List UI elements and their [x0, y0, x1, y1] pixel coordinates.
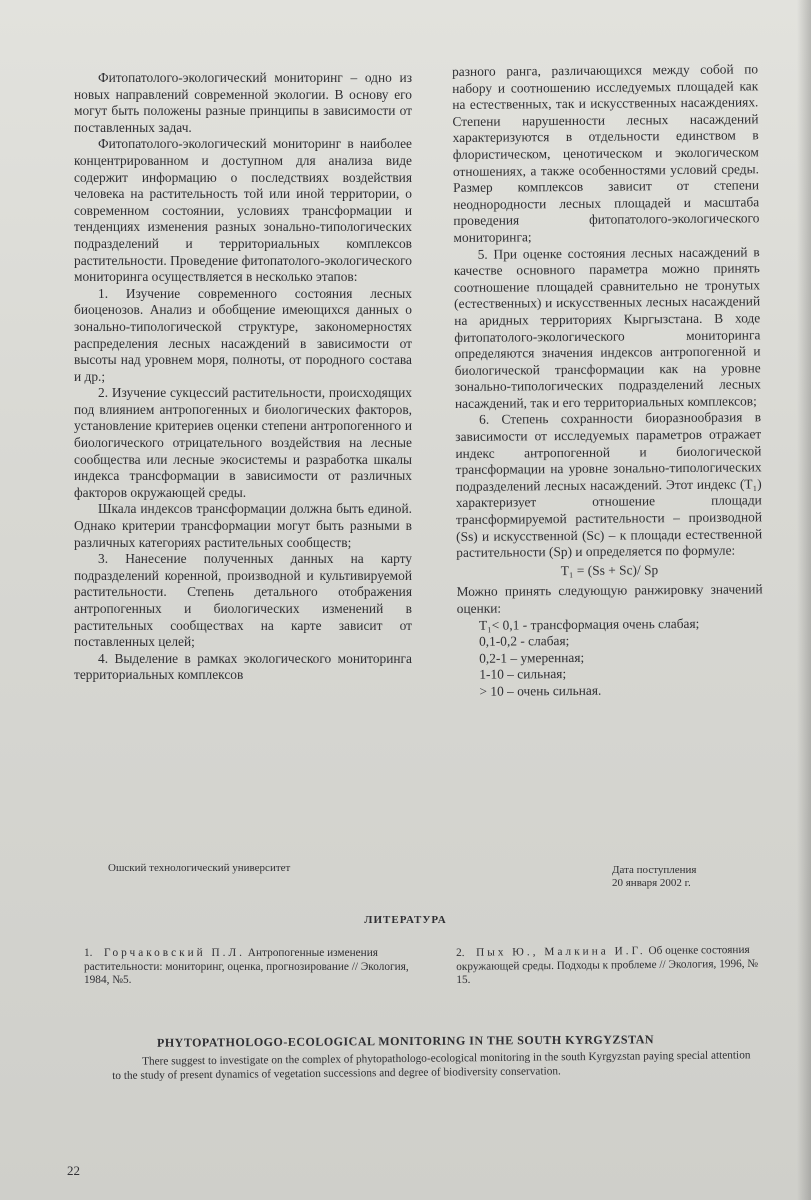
ranking-intro: Можно принять следующую ранжировку значений оценки:: [456, 581, 763, 616]
left-paragraph: 1. Изучение современного состояния лесных биоценозов. Анализ и обобщение имеющихся данных о зонально-типологической структуре, закономерностях распределения лесных насаждений в зависимости от высоты над уровнем моря, полноты, от породного состава и др.;: [74, 285, 412, 384]
reference-number: 1.: [84, 947, 93, 959]
ranking-item: > 10 – очень сильная.: [479, 682, 602, 699]
right-column-paragraphs: [452, 61, 762, 561]
reference-number: 2.: [456, 946, 465, 959]
right-column: [452, 61, 764, 700]
right-paragraph: разного ранга, различающихся между собой по набору и соотношению исследуемых площадей как на естественных, так и искусственных насаждениях. Степени нарушенности лесных насаждений характеризуются в отдельности единством в флористическом, ценотическом и экологическом отношениях, а также особенностями условий среды. Размер комплексов зависит от степени неоднородности лесных площадей и масштаба проведения фитопатолого-экологического мониторинга;: [452, 61, 760, 245]
reference-text: Антропогенные изменения растительности: мониторинг, оценка, прогнозирование // Экология, 1984, №5.: [84, 947, 409, 986]
left-paragraph: 2. Изучение сукцессий растительности, происходящих под влиянием антропогенных и биологических факторов, установление критериев оценки степени антропогенного и биологического отрицательного воздействия на лесные сообщества или лесные экосистемы и разработка шкалы индекса трансформации в зависимости от различных факторов окружающей среды.: [74, 385, 412, 500]
left-paragraph: Шкала индексов трансформации должна быть единой. Однако критерии трансформации могут быть разными в различных категориях растительных сообществ;: [74, 501, 412, 550]
page-edge-shadow: [797, 0, 811, 1200]
transformation-formula: T₁ = (Ss + Sc)/ Sp: [560, 562, 659, 578]
reference-1: [84, 947, 424, 988]
english-abstract: There suggest to investigate on the complex of phytopathologo-ecological monitoring in the south Kyrgyzstan paying special attention to the study of present dynamics of vegetation successions and degree of biodiversity conservation.: [112, 1049, 751, 1082]
left-paragraph: Фитопатолого-экологический мониторинг – одно из новых направлений современной экологии. В основу его могут быть положены разные принципы в зависимости от поставленных задач.: [74, 70, 412, 135]
page-number: 22: [67, 1163, 80, 1178]
english-title: PHYTOPATHOLOGO-ECOLOGICAL MONITORING IN THE SOUTH KYRGYZSTAN: [156, 1032, 655, 1050]
received-date: [612, 864, 696, 890]
left-paragraph: 3. Нанесение полученных данных на карту подразделений коренной, производной и культивируемой растительности. Степень детального отображения антропогенных и биологических изменений в растительных сообществах на карте зависит от поставленных целей;: [74, 551, 412, 650]
right-paragraph: 6. Степень сохранности биоразнообразия в зависимости от исследуемых параметров отражает индекс антропогенной и биологической трансформации на уровне зонально-типологических подразделений лесных насаждений. Этот индекс (T₁) характеризует отношение площади трансформируемой растительности – производной (Ss) и искусственной (Sc) – к площади естественной растительности (Sp) и определяется по формуле:: [455, 409, 763, 561]
right-paragraph: 5. При оценке состояния лесных насаждений в качестве основного параметра можно принять соотношение площадей сравнительно не тронутых (естественных) и искусственных лесных насаждений на аридных территориях Кыргызстана. В ходе фитопатолого-экологического мониторинга определяются значения индексов антропогенной и биологической трансформации как на уровне зонально-типологических подразделений лесных насаждений, так и его территориальных комплексов;: [453, 243, 761, 411]
ranking-item: 0,2-1 – умеренная;: [479, 649, 585, 666]
ranking-item: 1-10 – сильная;: [479, 666, 567, 683]
reference-2: [456, 944, 762, 988]
ranking-item: 0,1-0,2 - слабая;: [478, 633, 570, 649]
ranking-list: [457, 615, 764, 701]
left-paragraph: Фитопатолого-экологический мониторинг в наиболее концентрированном и доступном для анализа виде содержит информацию о последствиях воздействия человека на растительность той или иной территории, о современном состоянии, условиях трансформации и тенденциях изменения разных зонально-типологических подразделений и территориальных комплексов растительности. Проведение фитопатолого-экологического мониторинга осуществляется в несколько этапов:: [74, 136, 412, 285]
reference-author: Горчаковский П.Л.: [104, 947, 245, 959]
reference-author: Пых Ю., Малкина И.Г.: [475, 945, 646, 959]
left-column: [74, 70, 412, 684]
received-label: Дата поступления: [612, 864, 697, 876]
ranking-item: T₁< 0,1 - трансформация очень слабая;: [478, 615, 700, 633]
literature-title: ЛИТЕРАТУРА: [364, 914, 447, 926]
reference-text: Об оценке состояния окружающей среды. Подходы к проблеме // Экология, 1996, № 15.: [456, 943, 759, 986]
left-paragraph: 4. Выделение в рамках экологического мониторинга территориальных комплексов: [74, 650, 412, 683]
received-value: 20 января 2002 г.: [612, 877, 691, 889]
affiliation: Ошский технологический университет: [108, 862, 291, 874]
